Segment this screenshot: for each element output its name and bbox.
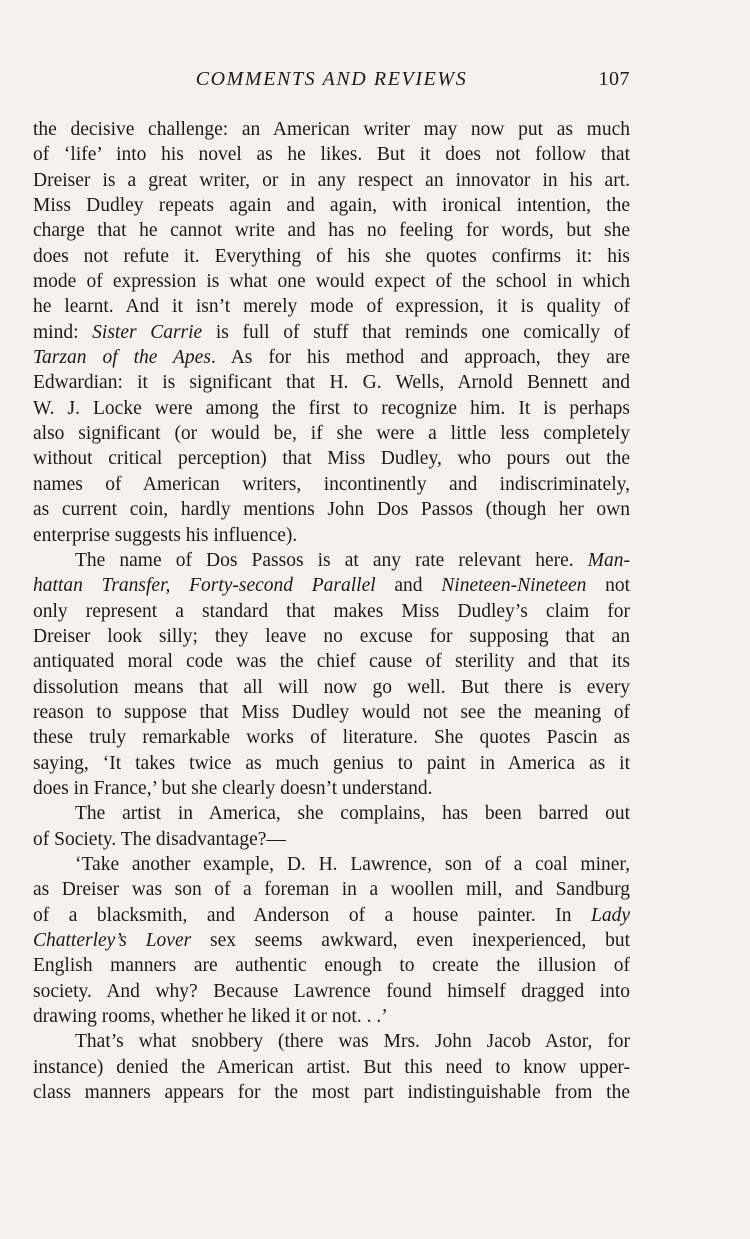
text-line: hattan Transfer, Forty-second Parallel and Nineteen-Nineteen not xyxy=(33,575,631,597)
book-title: Man- xyxy=(587,549,630,571)
text-line: does in France,’ but she clearly doesn’t understand. xyxy=(33,777,433,799)
text-line: of Society. The disadvantage?— xyxy=(33,828,286,850)
book-title: hattan Transfer, Forty-second Parallel xyxy=(33,575,376,597)
book-title: Chatterley’s Lover xyxy=(33,930,192,951)
text-line: he learnt. And it isn’t merely mode of expression, it is quality of xyxy=(33,296,630,318)
text-line: names of American writers, incontinently and indiscriminately, xyxy=(33,473,630,495)
text-line: these truly remarkable works of literature. She quotes Pascin as xyxy=(33,727,630,749)
text-line: of a blacksmith, and Anderson of a house painter. In Lady xyxy=(33,904,631,926)
text-line: Tarzan of the Apes. As for his method and approach, they are xyxy=(33,347,630,369)
text-line: Miss Dudley repeats again and again, with ironical intention, the xyxy=(33,195,630,217)
text-line: The artist in America, she complains, has been barred out xyxy=(75,803,630,825)
page-number: 107 xyxy=(598,68,630,90)
text-line: Dreiser is a great writer, or in any respect an innovator in his art. xyxy=(33,169,630,191)
body-text xyxy=(33,117,630,1105)
text-line: mind: Sister Carrie is full of stuff that reminds one comically of xyxy=(33,321,630,343)
text-line: charge that he cannot write and has no feeling for words, but she xyxy=(33,220,630,242)
book-title: Nineteen-Nineteen xyxy=(441,575,587,597)
text-line: does not refute it. Everything of his she quotes confirms it: his xyxy=(33,245,630,267)
text-line: mode of expression is what one would expect of the school in which xyxy=(33,271,630,293)
text-line: the decisive challenge: an American writer may now put as much xyxy=(33,119,630,140)
text-line: also significant (or would be, if she were a little less completely xyxy=(33,423,630,445)
text-line: That’s what snobbery (there was Mrs. John Jacob Astor, for xyxy=(75,1031,630,1053)
text-line: W. J. Locke were among the first to recognize him. It is perhaps xyxy=(33,397,630,419)
running-head xyxy=(33,68,630,96)
text-line: reason to suppose that Miss Dudley would not see the meaning of xyxy=(33,701,630,723)
text-line: of ‘life’ into his novel as he likes. But it does not follow that xyxy=(33,144,630,166)
text-line: society. And why? Because Lawrence found himself dragged into xyxy=(33,980,630,1002)
text-line: The name of Dos Passos is at any rate relevant here. Man- xyxy=(75,549,630,571)
text-line: Chatterley’s Lover sex seems awkward, even inexperienced, but xyxy=(33,930,630,951)
running-title: COMMENTS AND REVIEWS xyxy=(195,68,468,90)
text-line: dissolution means that all will now go well. But there is every xyxy=(33,676,630,698)
book-title: Lady xyxy=(591,904,631,926)
text-line: saying, ‘It takes twice as much genius to paint in America as it xyxy=(33,752,630,774)
text-line: without critical perception) that Miss Dudley, who pours out the xyxy=(33,448,630,470)
text-line: antiquated moral code was the chief cause of sterility and that its xyxy=(33,651,630,673)
text-line: only represent a standard that makes Miss Dudley’s claim for xyxy=(33,600,630,622)
text-line: Dreiser look silly; they leave no excuse for supposing that an xyxy=(33,625,630,647)
text-line: enterprise suggests his influence). xyxy=(33,524,298,546)
book-title: Sister Carrie xyxy=(92,321,203,343)
text-line: class manners appears for the most part indistinguishable from the xyxy=(33,1082,630,1104)
text-line: English manners are authentic enough to create the illusion of xyxy=(33,955,630,977)
text-line: instance) denied the American artist. But this need to know upper- xyxy=(33,1056,630,1078)
book-title: Tarzan of the Apes xyxy=(33,347,211,369)
text-line: as current coin, hardly mentions John Dos Passos (though her own xyxy=(33,499,630,521)
text-line: drawing rooms, whether he liked it or not. . .’ xyxy=(33,1006,388,1028)
text-line: Edwardian: it is significant that H. G. Wells, Arnold Bennett and xyxy=(33,372,630,394)
text-line: ‘Take another example, D. H. Lawrence, son of a coal miner, xyxy=(75,853,630,875)
text-line: as Dreiser was son of a foreman in a woollen mill, and Sandburg xyxy=(33,879,630,901)
